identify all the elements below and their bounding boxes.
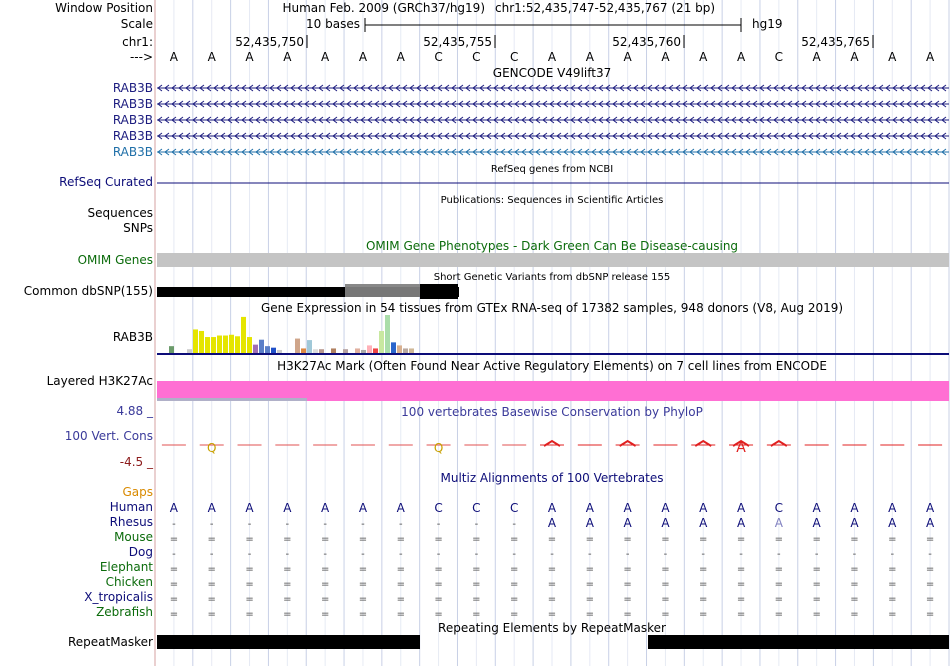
alignment-base: = (358, 594, 368, 605)
alignment-base: - (928, 549, 932, 560)
alignment-base: = (850, 534, 859, 545)
alignment-base: = (812, 594, 821, 605)
scale-label[interactable]: Scale (120, 17, 153, 31)
omim-gene-bar[interactable] (157, 253, 949, 267)
sequence-base[interactable]: A (812, 50, 821, 64)
gtex-bar-chart[interactable] (169, 315, 414, 353)
sequence-base[interactable]: A (321, 50, 330, 64)
alignment-base: A (321, 501, 330, 515)
species-label[interactable]: Rhesus (109, 515, 153, 529)
alignment-base: A (623, 516, 632, 530)
gtex-tissue-bar[interactable] (367, 345, 372, 353)
alignment-base: - (701, 549, 706, 560)
alignment-base: = (509, 579, 519, 590)
alignment-base: = (585, 564, 595, 575)
gtex-tissue-bar[interactable] (169, 346, 174, 353)
repeatmasker-track-title: Repeating Elements by RepeatMasker (438, 621, 666, 635)
alignment-base: = (547, 609, 557, 620)
alignment-base: - (852, 549, 857, 560)
alignment-base: = (774, 564, 784, 575)
scale-assembly: hg19 (752, 17, 783, 31)
species-label[interactable]: Human (109, 500, 153, 514)
alignment-base: - (814, 549, 819, 560)
sequence-base[interactable]: A (925, 50, 935, 64)
alignment-base: = (358, 564, 368, 575)
alignment-base: = (169, 564, 179, 575)
phylop-track-title: 100 vertebrates Basewise Conservation by PhyloP (401, 405, 703, 419)
gtex-track-title: Gene Expression in 54 tissues from GTEx RNA-seq of 17382 samples, 948 donors (V8, Aug 2019) (260, 301, 844, 315)
sequence-base[interactable]: C (472, 50, 481, 64)
gtex-tissue-bar[interactable] (361, 350, 366, 353)
assembly-name: Human Feb. 2009 (GRCh37/hg19) (282, 1, 485, 15)
gtex-track-label[interactable]: RAB3B (112, 330, 153, 344)
alignment-base: - (398, 549, 403, 560)
alignment-base: = (283, 594, 292, 605)
alignment-base: - (285, 519, 290, 530)
alignment-base: = (320, 579, 330, 590)
alignment-base: - (172, 549, 176, 560)
gencode-track-title: GENCODE V49lift37 (492, 66, 612, 80)
alignment-base: = (623, 579, 632, 590)
track-label-column (0, 0, 155, 666)
sequence-base[interactable]: A (699, 50, 708, 64)
alignment-base: - (625, 549, 630, 560)
alignment-base: = (850, 594, 859, 605)
multiz-track-title: Multiz Alignments of 100 Vertebrates (440, 471, 664, 485)
alignment-base: = (472, 609, 481, 620)
alignment-base: = (585, 609, 595, 620)
gtex-tissue-bar[interactable] (331, 348, 336, 353)
alignment-base: = (661, 594, 670, 605)
alignment-base: = (547, 579, 557, 590)
alignment-base: - (247, 519, 252, 530)
alignment-base: = (888, 564, 897, 575)
alignment-base: C (509, 501, 519, 515)
alignment-base: = (888, 594, 897, 605)
sequence-base[interactable]: A (396, 50, 405, 64)
repeatmasker-track-label[interactable]: RepeatMasker (67, 635, 153, 649)
alignment-base: = (358, 579, 368, 590)
alignment-base: = (283, 579, 292, 590)
alignment-base: = (434, 534, 443, 545)
gencode-transcript[interactable] (157, 85, 949, 91)
sequence-base[interactable]: C (434, 50, 443, 64)
alignment-base: - (285, 549, 290, 560)
alignment-base: - (890, 549, 895, 560)
alignment-base: = (623, 564, 632, 575)
gtex-tissue-bar[interactable] (211, 337, 216, 353)
species-label[interactable]: Elephant (99, 560, 153, 574)
strand-label[interactable]: ---> (129, 50, 153, 64)
alignment-base: = (736, 534, 746, 545)
alignment-base: = (169, 609, 179, 620)
species-label[interactable]: Chicken (105, 575, 153, 589)
alignment-base: = (888, 534, 897, 545)
alignment-base: C (472, 501, 481, 515)
alignment-base: = (661, 564, 670, 575)
alignment-base: = (925, 534, 935, 545)
alignment-base: A (812, 501, 821, 515)
h3k27ac-signal-layer (157, 398, 307, 401)
alignment-base: = (699, 579, 708, 590)
gencode-transcript-label[interactable]: RAB3B (112, 129, 153, 143)
sequence-base[interactable]: A (736, 50, 746, 64)
alignment-base: A (547, 516, 557, 530)
alignment-base: = (207, 579, 216, 590)
gencode-transcript-label[interactable]: RAB3B (112, 97, 153, 111)
alignment-base: A (661, 516, 670, 530)
alignment-base: = (812, 564, 821, 575)
alignment-base: = (358, 609, 368, 620)
alignment-base: A (925, 501, 935, 515)
alignment-base: C (774, 501, 784, 515)
alignment-base: = (283, 609, 292, 620)
alignment-base: - (323, 549, 327, 560)
species-label[interactable]: Mouse (114, 530, 153, 544)
alignment-base: = (850, 579, 859, 590)
alignment-base: A (396, 501, 405, 515)
alignment-base: = (434, 564, 443, 575)
alignment-base: A (925, 516, 935, 530)
sequence-base[interactable]: A (661, 50, 670, 64)
position-tick-label: 52,435,755 (423, 35, 492, 49)
phylop-glyph: A (736, 440, 746, 456)
alignment-base: = (774, 534, 784, 545)
alignment-base: = (207, 594, 216, 605)
alignment-base: = (585, 579, 595, 590)
phylop-track-label[interactable]: 100 Vert. Cons (64, 429, 153, 443)
gtex-tissue-bar[interactable] (409, 348, 414, 353)
gtex-tissue-bar[interactable] (379, 331, 384, 353)
alignment-base: = (396, 594, 405, 605)
scale-size: 10 bases (306, 17, 360, 31)
refseq-track-label[interactable]: RefSeq Curated (59, 175, 153, 189)
alignment-base: = (245, 594, 254, 605)
alignment-base: - (209, 519, 214, 530)
alignment-base: - (209, 549, 214, 560)
gtex-tissue-bar[interactable] (277, 350, 282, 353)
gtex-tissue-bar[interactable] (313, 349, 318, 353)
alignment-base: = (207, 564, 216, 575)
alignment-base: - (777, 549, 781, 560)
alignment-base: = (736, 609, 746, 620)
species-label[interactable]: Zebrafish (96, 605, 153, 619)
alignment-base: A (774, 516, 783, 530)
gtex-tissue-bar[interactable] (199, 331, 204, 353)
alignment-base: A (699, 501, 708, 515)
alignment-base: = (661, 534, 670, 545)
alignment-base: - (550, 549, 554, 560)
position-tick-label: 52,435,750 (235, 35, 304, 49)
gtex-tissue-bar[interactable] (229, 335, 234, 353)
gtex-tissue-bar[interactable] (193, 329, 198, 353)
window-position-label[interactable]: Window Position (55, 1, 153, 15)
gtex-tissue-bar[interactable] (259, 340, 264, 353)
alignment-base: C (434, 501, 443, 515)
alignment-base: - (663, 549, 668, 560)
alignment-base: = (169, 579, 179, 590)
alignment-base: = (320, 534, 330, 545)
gtex-tissue-bar[interactable] (391, 342, 396, 353)
species-label[interactable]: X_tropicalis (84, 590, 153, 604)
alignment-base: - (512, 519, 516, 530)
alignment-base: = (434, 594, 443, 605)
sequence-base[interactable]: A (283, 50, 292, 64)
alignment-base: = (925, 609, 935, 620)
sequence-base[interactable]: A (850, 50, 859, 64)
alignment-base: = (812, 534, 821, 545)
sequence-base[interactable]: A (207, 50, 216, 64)
alignment-base: = (699, 534, 708, 545)
alignment-base: A (585, 516, 594, 530)
sequence-base[interactable]: A (547, 50, 557, 64)
position-tick-label: 52,435,765 (801, 35, 870, 49)
gtex-tissue-bar[interactable] (319, 349, 324, 353)
alignment-base: = (169, 534, 179, 545)
alignment-base: = (509, 609, 519, 620)
alignment-base: = (774, 609, 784, 620)
alignment-base: A (283, 501, 292, 515)
alignment-base: = (283, 564, 292, 575)
gtex-tissue-bar[interactable] (265, 346, 270, 353)
alignment-base: A (699, 516, 708, 530)
alignment-base: - (739, 549, 743, 560)
alignment-base: - (436, 519, 441, 530)
alignment-base: = (925, 564, 935, 575)
alignment-base: = (850, 609, 859, 620)
refseq-track-title: RefSeq genes from NCBI (490, 164, 614, 175)
snps-label[interactable]: SNPs (123, 221, 153, 235)
alignment-base: = (169, 594, 179, 605)
gtex-tissue-bar[interactable] (253, 345, 258, 353)
alignment-base: A (736, 501, 746, 515)
phylop-glyph: Q (433, 441, 444, 455)
alignment-base: = (585, 534, 595, 545)
alignment-base: = (472, 594, 481, 605)
alignment-base: = (509, 534, 519, 545)
alignment-base: A (358, 501, 368, 515)
alignment-base: = (547, 594, 557, 605)
alignment-base: = (472, 564, 481, 575)
alignment-base: A (169, 501, 179, 515)
alignment-base: = (699, 609, 708, 620)
alignment-base: = (699, 594, 708, 605)
alignment-base: A (850, 516, 859, 530)
dbsnp-track-title: Short Genetic Variants from dbSNP release 155 (433, 272, 671, 283)
alignment-base: = (320, 594, 330, 605)
alignment-base: = (434, 579, 443, 590)
alignment-base: = (736, 579, 746, 590)
gtex-tissue-bar[interactable] (403, 348, 408, 353)
alignment-base: = (888, 609, 897, 620)
gencode-transcript[interactable] (157, 133, 949, 139)
alignment-base: - (398, 519, 403, 530)
alignment-base: - (512, 549, 516, 560)
alignment-base: = (774, 594, 784, 605)
publications-track-label[interactable]: Sequences (87, 206, 153, 220)
alignment-base: = (245, 609, 254, 620)
alignment-base: = (283, 534, 292, 545)
gtex-tissue-bar[interactable] (271, 348, 276, 353)
alignment-base: = (472, 534, 481, 545)
alignment-base: A (888, 501, 897, 515)
gencode-transcript-label[interactable]: RAB3B (112, 145, 153, 159)
species-label[interactable]: Dog (128, 545, 153, 559)
publications-track-title: Publications: Sequences in Scientific Articles (440, 195, 664, 206)
gtex-tissue-bar[interactable] (397, 345, 402, 353)
sequence-base[interactable]: A (623, 50, 632, 64)
alignment-base: = (925, 579, 935, 590)
alignment-base: = (547, 534, 557, 545)
gtex-tissue-bar[interactable] (295, 339, 300, 353)
alignment-base: = (358, 534, 368, 545)
gtex-tissue-bar[interactable] (343, 349, 348, 353)
alignment-base: - (247, 549, 252, 560)
gaps-label[interactable]: Gaps (122, 485, 153, 499)
alignment-base: = (434, 609, 443, 620)
alignment-base: = (623, 594, 632, 605)
alignment-base: - (474, 549, 479, 560)
dbsnp-track-label[interactable]: Common dbSNP(155) (23, 284, 153, 298)
gencode-transcript[interactable] (157, 117, 949, 123)
alignment-base: = (396, 564, 405, 575)
dbsnp-variant[interactable] (157, 284, 459, 299)
alignment-base: A (850, 501, 859, 515)
alignment-base: = (396, 579, 405, 590)
alignment-base: = (320, 564, 330, 575)
alignment-base: = (509, 564, 519, 575)
alignment-base: = (925, 594, 935, 605)
alignment-base: = (623, 534, 632, 545)
sequence-base[interactable]: A (169, 50, 179, 64)
alignment-base: = (396, 534, 405, 545)
gtex-tissue-bar[interactable] (301, 348, 306, 353)
alignment-base: = (623, 609, 632, 620)
gtex-tissue-bar[interactable] (187, 349, 192, 353)
alignment-base: = (888, 579, 897, 590)
sequence-base[interactable]: A (585, 50, 594, 64)
phylop-max-value: 4.88 _ (116, 404, 153, 418)
alignment-base: A (547, 501, 557, 515)
alignment-base: = (661, 609, 670, 620)
alignment-base: = (207, 609, 216, 620)
alignment-base: A (585, 501, 594, 515)
alignment-base: - (172, 519, 176, 530)
alignment-base: = (472, 579, 481, 590)
alignment-base: = (812, 579, 821, 590)
alignment-base: A (623, 501, 632, 515)
chrom-label[interactable]: chr1: (122, 35, 153, 49)
alignment-base: A (245, 501, 254, 515)
sequence-base[interactable]: A (358, 50, 368, 64)
gencode-transcript[interactable] (157, 149, 949, 155)
gtex-tissue-bar[interactable] (373, 348, 378, 353)
alignment-base: = (547, 564, 557, 575)
alignment-base: - (436, 549, 441, 560)
gencode-transcript-label[interactable]: RAB3B (112, 81, 153, 95)
gencode-transcript[interactable] (157, 101, 949, 107)
alignment-base: - (323, 519, 327, 530)
repeatmasker-elements[interactable] (157, 635, 949, 649)
alignment-base: A (736, 516, 746, 530)
gencode-transcript-label[interactable]: RAB3B (112, 113, 153, 127)
alignment-base: = (509, 594, 519, 605)
alignment-base: - (361, 549, 365, 560)
position-tick-label: 52,435,760 (612, 35, 681, 49)
omim-track-label[interactable]: OMIM Genes (77, 253, 153, 267)
gtex-tissue-bar[interactable] (205, 337, 210, 353)
alignment-base: - (588, 549, 592, 560)
omim-track-title: OMIM Gene Phenotypes - Dark Green Can Be Disease-causing (365, 239, 739, 253)
sequence-base[interactable]: C (774, 50, 784, 64)
alignment-base: - (361, 519, 365, 530)
alignment-base: = (245, 564, 254, 575)
alignment-base: = (585, 594, 595, 605)
gtex-tissue-bar[interactable] (307, 340, 312, 353)
gtex-tissue-bar[interactable] (355, 348, 360, 353)
alignment-base: A (661, 501, 670, 515)
alignment-base: = (396, 609, 405, 620)
sequence-base[interactable]: A (888, 50, 897, 64)
alignment-base: = (736, 564, 746, 575)
alignment-base: - (474, 519, 479, 530)
alignment-base: = (736, 594, 746, 605)
alignment-base: A (207, 501, 216, 515)
alignment-base: = (207, 534, 216, 545)
alignment-base: = (850, 564, 859, 575)
h3k27ac-track-label[interactable]: Layered H3K27Ac (46, 374, 153, 388)
gtex-tissue-bar[interactable] (223, 336, 228, 353)
alignment-base: = (320, 609, 330, 620)
gtex-tissue-bar[interactable] (247, 337, 252, 353)
h3k27ac-track-title: H3K27Ac Mark (Often Found Near Active Regulatory Elements) on 7 cell lines from ENCODE (277, 359, 827, 373)
gtex-tissue-bar[interactable] (217, 336, 222, 353)
phylop-glyph: Q (206, 441, 217, 455)
alignment-base: A (812, 516, 821, 530)
alignment-base: = (774, 579, 784, 590)
gtex-tissue-bar[interactable] (241, 317, 246, 353)
gtex-tissue-bar[interactable] (235, 336, 240, 353)
window-position-value: chr1:52,435,747-52,435,767 (21 bp) (495, 1, 716, 15)
alignment-base: = (812, 609, 821, 620)
alignment-base: = (699, 564, 708, 575)
phylop-min-value: -4.5 _ (119, 455, 153, 469)
sequence-base[interactable]: A (245, 50, 254, 64)
sequence-base[interactable]: C (509, 50, 519, 64)
alignment-base: = (245, 579, 254, 590)
gtex-tissue-bar[interactable] (385, 315, 390, 353)
alignment-base: = (661, 579, 670, 590)
alignment-base: A (888, 516, 897, 530)
alignment-base: = (245, 534, 254, 545)
